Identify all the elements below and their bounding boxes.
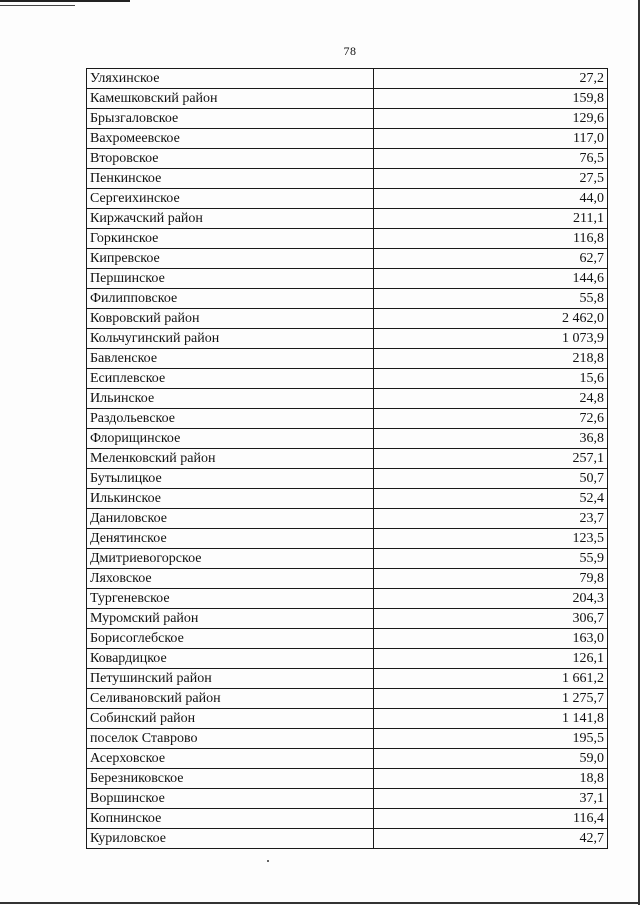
row-value-cell: 59,0 <box>374 749 608 769</box>
row-value-cell: 50,7 <box>374 469 608 489</box>
row-value-cell: 218,8 <box>374 349 608 369</box>
row-name-cell: Бавленское <box>87 349 374 369</box>
row-value-cell: 24,8 <box>374 389 608 409</box>
table-row <box>87 289 608 309</box>
row-value-cell: 116,4 <box>374 809 608 829</box>
table-row <box>87 829 608 849</box>
table-row <box>87 69 608 89</box>
row-value-cell: 204,3 <box>374 589 608 609</box>
table-row <box>87 229 608 249</box>
row-name-cell: Вахромеевское <box>87 129 374 149</box>
row-name-cell: Есиплевское <box>87 369 374 389</box>
row-name-cell: Селивановский район <box>87 689 374 709</box>
row-name-cell: Второвское <box>87 149 374 169</box>
row-value-cell: 23,7 <box>374 509 608 529</box>
table-row <box>87 589 608 609</box>
row-name-cell: Копнинское <box>87 809 374 829</box>
row-value-cell: 1 073,9 <box>374 329 608 349</box>
row-value-cell: 1 275,7 <box>374 689 608 709</box>
table-row <box>87 529 608 549</box>
row-value-cell: 15,6 <box>374 369 608 389</box>
scan-speck <box>267 860 269 862</box>
row-value-cell: 129,6 <box>374 109 608 129</box>
row-name-cell: Киржачский район <box>87 209 374 229</box>
row-name-cell: Ляховское <box>87 569 374 589</box>
row-value-cell: 52,4 <box>374 489 608 509</box>
row-name-cell: Куриловское <box>87 829 374 849</box>
row-value-cell: 27,2 <box>374 69 608 89</box>
row-name-cell: Муромский район <box>87 609 374 629</box>
table-row <box>87 369 608 389</box>
row-value-cell: 36,8 <box>374 429 608 449</box>
page-number: 78 <box>343 44 357 58</box>
row-name-cell: Филипповское <box>87 289 374 309</box>
row-value-cell: 79,8 <box>374 569 608 589</box>
row-name-cell: Денятинское <box>87 529 374 549</box>
table-row <box>87 409 608 429</box>
row-name-cell: Раздольевское <box>87 409 374 429</box>
row-name-cell: Тургеневское <box>87 589 374 609</box>
row-value-cell: 306,7 <box>374 609 608 629</box>
row-value-cell: 18,8 <box>374 769 608 789</box>
table-row <box>87 689 608 709</box>
row-value-cell: 144,6 <box>374 269 608 289</box>
row-name-cell: Меленковский район <box>87 449 374 469</box>
table-row <box>87 109 608 129</box>
row-value-cell: 211,1 <box>374 209 608 229</box>
row-name-cell: Ковардицкое <box>87 649 374 669</box>
row-name-cell: Илькинское <box>87 489 374 509</box>
row-value-cell: 159,8 <box>374 89 608 109</box>
table-row <box>87 569 608 589</box>
row-name-cell: Кипревское <box>87 249 374 269</box>
row-name-cell: Горкинское <box>87 229 374 249</box>
row-name-cell: Березниковское <box>87 769 374 789</box>
row-value-cell: 2 462,0 <box>374 309 608 329</box>
row-value-cell: 27,5 <box>374 169 608 189</box>
row-name-cell: Даниловское <box>87 509 374 529</box>
row-value-cell: 117,0 <box>374 129 608 149</box>
row-name-cell: Сергеихинское <box>87 189 374 209</box>
row-name-cell: Петушинский район <box>87 669 374 689</box>
row-value-cell: 257,1 <box>374 449 608 469</box>
table-body <box>87 69 608 849</box>
table-row <box>87 129 608 149</box>
row-name-cell: Дмитриевогорское <box>87 549 374 569</box>
table-row <box>87 169 608 189</box>
row-name-cell: Уляхинское <box>87 69 374 89</box>
table-row <box>87 349 608 369</box>
row-value-cell: 126,1 <box>374 649 608 669</box>
table-row <box>87 609 608 629</box>
row-name-cell: Першинское <box>87 269 374 289</box>
scan-edge-top <box>0 0 130 2</box>
table-row <box>87 649 608 669</box>
scan-edge-bottom <box>0 902 640 904</box>
table-row <box>87 269 608 289</box>
row-value-cell: 163,0 <box>374 629 608 649</box>
row-value-cell: 37,1 <box>374 789 608 809</box>
row-name-cell: Ильинское <box>87 389 374 409</box>
row-value-cell: 123,5 <box>374 529 608 549</box>
row-value-cell: 76,5 <box>374 149 608 169</box>
table-row <box>87 149 608 169</box>
table-row <box>87 429 608 449</box>
table-row <box>87 709 608 729</box>
row-value-cell: 72,6 <box>374 409 608 429</box>
row-value-cell: 1 141,8 <box>374 709 608 729</box>
table-row <box>87 329 608 349</box>
row-name-cell: Камешковский район <box>87 89 374 109</box>
row-value-cell: 42,7 <box>374 829 608 849</box>
table-row <box>87 809 608 829</box>
table-row <box>87 509 608 529</box>
row-value-cell: 55,8 <box>374 289 608 309</box>
scan-edge-mark <box>0 5 75 6</box>
row-name-cell: Борисоглебское <box>87 629 374 649</box>
row-name-cell: Брызгаловское <box>87 109 374 129</box>
row-value-cell: 116,8 <box>374 229 608 249</box>
row-name-cell: Воршинское <box>87 789 374 809</box>
table-row <box>87 729 608 749</box>
row-name-cell: поселок Ставрово <box>87 729 374 749</box>
row-value-cell: 62,7 <box>374 249 608 269</box>
row-name-cell: Кольчугинский район <box>87 329 374 349</box>
row-name-cell: Собинский район <box>87 709 374 729</box>
table-row <box>87 669 608 689</box>
table-row <box>87 449 608 469</box>
row-name-cell: Ковровский район <box>87 309 374 329</box>
table-row <box>87 789 608 809</box>
table-row <box>87 89 608 109</box>
table-row <box>87 189 608 209</box>
table-row <box>87 549 608 569</box>
row-name-cell: Флорищинское <box>87 429 374 449</box>
table-row <box>87 749 608 769</box>
row-value-cell: 1 661,2 <box>374 669 608 689</box>
table-row <box>87 309 608 329</box>
row-name-cell: Пенкинское <box>87 169 374 189</box>
table-row <box>87 469 608 489</box>
row-value-cell: 195,5 <box>374 729 608 749</box>
row-value-cell: 44,0 <box>374 189 608 209</box>
table-row <box>87 249 608 269</box>
table-row <box>87 629 608 649</box>
row-value-cell: 55,9 <box>374 549 608 569</box>
row-name-cell: Асерховское <box>87 749 374 769</box>
allocation-table <box>86 68 608 849</box>
table-row <box>87 209 608 229</box>
table-row <box>87 389 608 409</box>
row-name-cell: Бутылицкое <box>87 469 374 489</box>
table-row <box>87 489 608 509</box>
table-row <box>87 769 608 789</box>
